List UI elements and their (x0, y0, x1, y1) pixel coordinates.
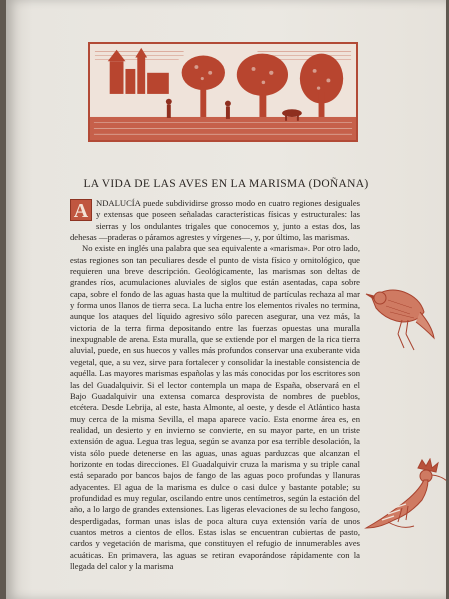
paragraph-1-text: NDALUCÍA puede subdividirse grosso modo en cuatro regiones desiguales y extensas que poseen señaladas características físicas y estructurales: las sierras y los ondulantes trigales que conocemos y, junto a estas dos, las dehesas —praderas o páramos agrestes y vírgenes—, y, por último, las marismas. (70, 198, 360, 243)
initial-letter: A (73, 200, 89, 222)
woodcut-scene (90, 44, 356, 140)
woodcut-illustration (88, 42, 358, 142)
book-page (6, 0, 446, 599)
body-text (70, 198, 360, 572)
hoopoe-illustration (358, 458, 446, 546)
paragraph-2: No existe en inglés una palabra que sea equivalente a «marisma». Por otro lado, estas regiones son tan peculiares desde el punto de vista físico y ornitológico, que requieren una breve descripción. Geológicamente, las marismas son deltas de grandes ríos, acumulaciones aluviales de siglos que están asentadas, capa sobre capa, sobre el fondo de las aguas hasta que la multitud de partículas rechaza al mar y forma unos llanos de tierra seca. La lucha entre los elementos rivales no termina, aunque los ataques del líquido agresivo sólo parecen asegurar, una vez más, la victoria de la terra firma depositando entre las fuerzas opuestas una muralla inexpugnable de arena. Esta muralla, que se extiende por el margen de la rica tierra aluvial, puede, en sus huecos y valles más profundos conservar una exuberante vida vegetal, que, a su vez, sirve para fortalecer y consolidar la inestable consistencia de aquélla. Las mayores marismas españolas y las más conocidas por los escritores son las del Guadalquivir. Si el lector contempla un mapa de España, observará en el Bajo Guadalquivir una extensa comarca desprovista de nombres de pueblos, etcétera. Desde Lebrija, al este, hasta Almonte, al oeste, y desde el Atlántico hasta muy cerca de la misma Sevilla, el mapa aparece vacío. Esta enorme área es, en realidad, un desierto y en invierno se convierte, en su mayor parte, en un triste extensión de agua. Legua tras legua, según se avanza por esa terrible desolación, la vista sólo puede detenerse en las aguas, unas aguas parduzcas que alcanzan el horizonte en todas direcciones. El Guadalquivir cruza la marisma y su triple canal está separado por bancos bajos de fango de las aguas poco profundas y llanuras adyacentes. El agua de la marisma es dulce o casi dulce y bastante potable; su profundidad es muy regular, oscilando entre unos centímetros, según la estación del año, a lo largo de grandes extensiones. Las ligeras elevaciones de su lecho fangoso, desperdigadas, forman unas islas de poca altura cuya extensión varía de unos cuantos metros a cientos de ellos. Estas islas se encuentran cubiertas de pasto, cardos y vegetación de marisma, que constituyen el refugio de innumerables aves acuáticas. En primavera, las aguas se retiran evaporándose rápidamente con la llegada del calor y la marisma (70, 243, 360, 571)
decorated-initial (70, 199, 92, 221)
paragraph-1 (70, 198, 360, 243)
chapter-heading: LA VIDA DE LAS AVES EN LA MARISMA (DOÑANA) (83, 178, 369, 190)
bird-illustration-top (362, 278, 436, 358)
